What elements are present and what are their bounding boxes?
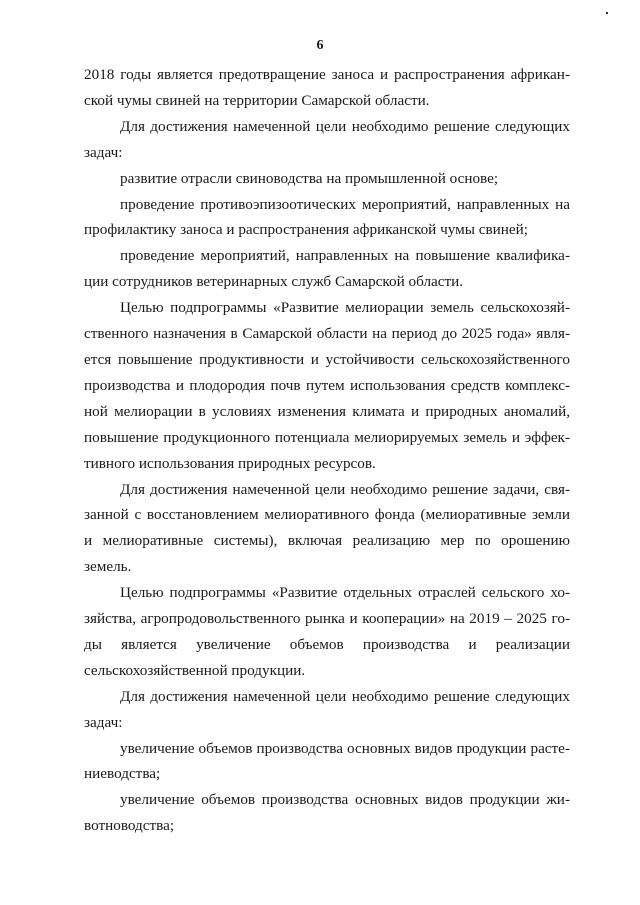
paragraph-continuation: 2018 годы является предотвращение заноса и распространения африканской чумы свиней на территории Самарской области. xyxy=(84,66,570,109)
paragraph: Для достижения намеченной цели необходимо решение следующих задач: xyxy=(84,687,570,731)
paragraph: Для достижения намеченной цели необходимо решение задачи, связанной с восстановлением мелиоративного фонда (мелиоративные земли и мелиоративные системы), включая реализацию мер по орошению земель. xyxy=(84,480,570,576)
paragraph: Для достижения намеченной цели необходимо решение следующих задач: xyxy=(84,117,570,161)
list-item-task: проведение мероприятий, направленных на повышение квалификации сотрудников ветеринарных служб Самарской области. xyxy=(84,247,570,291)
document-body xyxy=(84,62,570,839)
scan-speck xyxy=(606,12,608,14)
paragraph: Целью подпрограммы «Развитие отдельных отраслей сельского хозяйства, агропродовольственного рынка и кооперации» на 2019 – 2025 годы является увеличение объемов производства и реализации сельскохозяйственной продукции. xyxy=(84,584,570,679)
list-item-task: увеличение объемов производства основных видов продукции растениеводства; xyxy=(84,739,570,783)
page-number: 6 xyxy=(316,38,324,53)
list-item-task: развитие отрасли свиноводства на промышленной основе; xyxy=(120,169,499,187)
list-item-task: увеличение объемов производства основных видов продукции животноводства; xyxy=(84,791,570,835)
list-item-task: проведение противоэпизоотических мероприятий, направленных на профилактику заноса и распространения африканской чумы свиней; xyxy=(84,195,570,239)
paragraph: Целью подпрограммы «Развитие мелиорации земель сельскохозяйственного назначения в Самарской области на период до 2025 года» является повышение продуктивности и устойчивости сельскохозяйственного производства и плодородия почв путем использования средств комплексной мелиорации в условиях изменения климата и природных аномалий, повышение продукционного потенциала мелиорируемых земель и эффективного использования природных ресурсов. xyxy=(84,299,570,472)
